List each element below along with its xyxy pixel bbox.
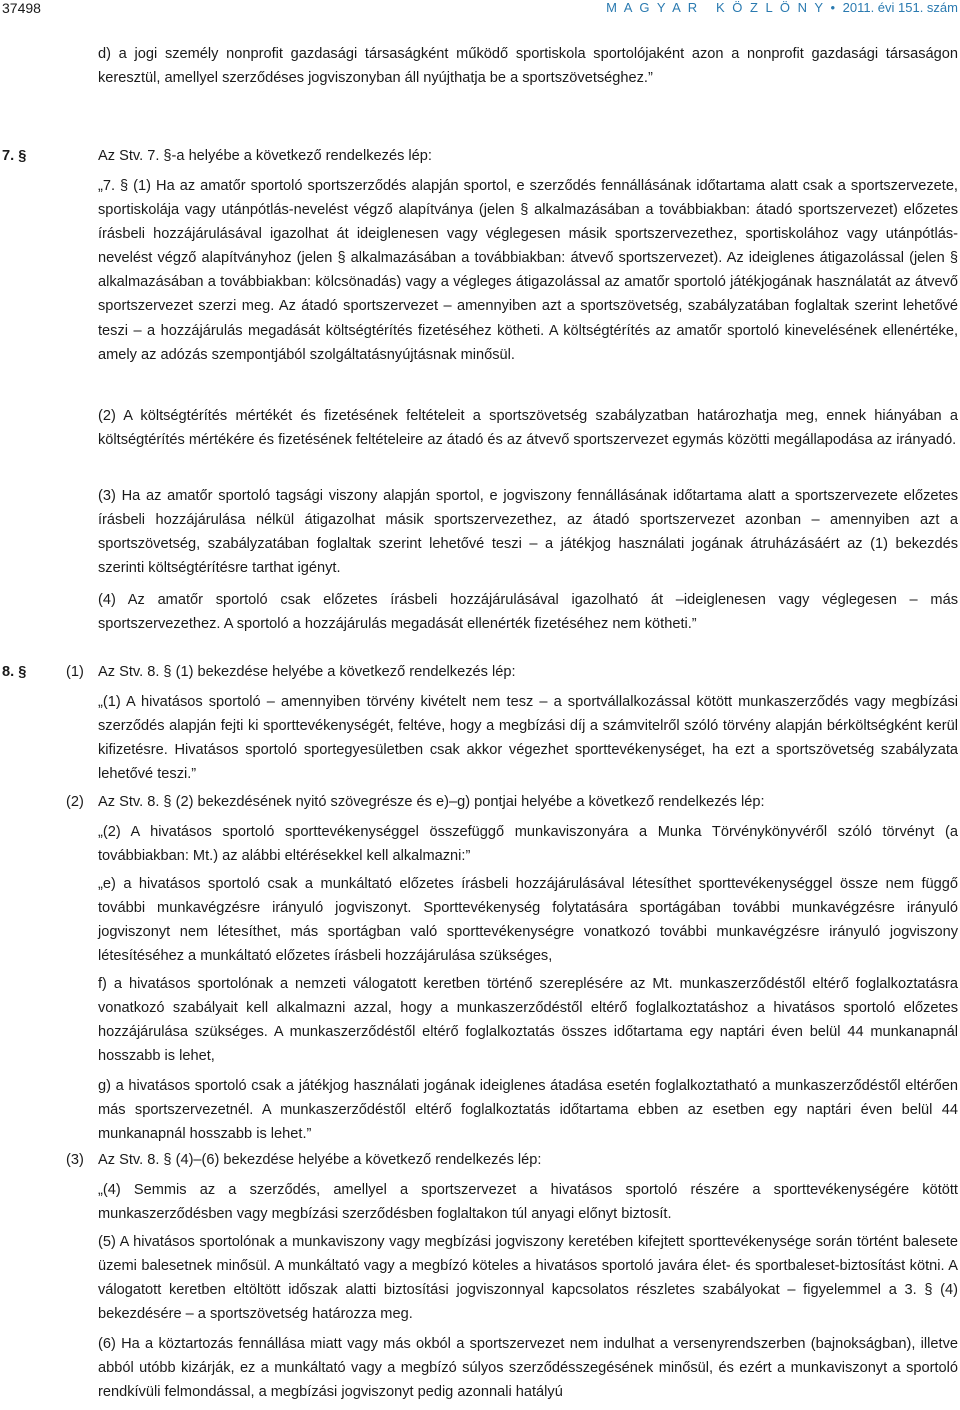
section-8-sub1-lead: Az Stv. 8. § (1) bekezdése helyébe a következő rendelkezés lép: [98,664,516,680]
section-7-para-1: „7. § (1) Ha az amatőr sportoló sportszerződés alapján sportol, e szerződés fennállásának időtartama alatt csak a sportszervezete, sportiskolája vagy utánpótlás-nevelést végző alapítványa (jelen § alkalmazásában a továbbiakban: átadó sportszervezet) előzetes írásbeli hozzájárulásával igazolhat át ideiglenesen vagy véglegesen másik sportszervezethez, sportiskolához vagy utánpótlás-nevelést végző alapítványhoz (jelen § alkalmazásában a továbbiakban: átvevő sportszervezet). Az ideiglenes átigazolással (jelen § alkalmazásában a továbbiakban: kölcsönadás) vagy a végleges átigazolással az amatőr sportoló játékjogának használatát az átvevő sportszervezet szerzi meg. Az átadó sportszervezet – amennyiben azt a sportszövetség, szabályzatában foglaltak szerint lehetővé teszi – a hozzájárulás megadását költségtérítés fizetéséhez kötheti. A költségtérítés az amatőr sportoló kinevelésének ellenértéke, amely az adózás szempontjából szolgáltatásnyújtásnak minősül. [98,178,958,363]
section-8-sub1-label: (1) [66,664,84,680]
section-8-sub2-text1: „(2) A hivatásos sportoló sporttevékenységgel összefüggő munkaviszonyára a Munka Törvénykönyvéről szóló törvényt (a továbbiakban: Mt.) az alábbi eltérésekkel kell alkalmazni:” [98,824,958,865]
section-7-para-2: (2) A költségtérítés mértékét és fizetésének feltételeit a sportszövetség szabályzatban határozhatja meg, ennek hiányában a költségtérítés mértékére és fizetésének feltételeire az átadó és az átvevő sportszervezet egymás közötti megállapodása az irányadó. [98,408,958,449]
section-8-sub3-text5: (5) A hivatásos sportolónak a munkaviszony vagy megbízási jogviszony keretében kifejtett sporttevékenysége során történt balesete üzemi balesetnek minősül. A munkáltató vagy a megbízó köteles a hivatásos sportoló javára élet- és sportbaleset-biztosítást kötni. A válogatott keretben eltöltött időszak alatti biztosítási jogviszonnyal kapcsolatos részletes szabályokat – figyelemmel a 3. § (4) bekezdésére – a sportszövetség határozza meg. [98,1234,958,1323]
section-8-sub2-text-g: g) a hivatásos sportoló csak a játékjog használati jogának ideiglenes átadása esetén foglalkoztatható a munkaszerződéstől eltérően más sportszervezetnél. A munkaszerződéstől eltérő foglalkoztatás időtartama ebben az esetben egy naptári éven belül 44 munkanapnál hosszabb is lehet.” [98,1078,958,1143]
section-8-sub3-lead: Az Stv. 8. § (4)–(6) bekezdése helyébe a következő rendelkezés lép: [98,1152,542,1168]
journal-issue: 2011. évi 151. szám [842,0,958,15]
section-7-para-4: (4) Az amatőr sportoló csak előzetes írásbeli hozzájárulásával igazolható át –ideiglenesen vagy véglegesen – más sportszervezethez. A sportoló a hozzájárulás megadását ellenérték fizetéséhez nem kötheti.” [98,592,958,633]
section-7-lead: Az Stv. 7. §-a helyébe a következő rendelkezés lép: [98,148,432,164]
section-8-sub1-text: „(1) A hivatásos sportoló – amennyiben törvény kivételt nem tesz – a sportvállalkozással kötött munkaszerződés vagy megbízási szerződés alapján fejti ki sporttevékenységét, feltéve, hogy a megbízási díj a számvitelről szóló törvény alapján bérköltségként kerül kifizetésre. Hivatásos sportoló sportegyesületben csak akkor végezhet sporttevékenységet, ha ezt a sportszövetség szabályzata lehetővé teszi.” [98,694,958,783]
section-8-sub3-label: (3) [66,1152,84,1168]
section-8-sub2-text-f: f) a hivatásos sportolónak a nemzeti válogatott keretben történő szereplésére az Mt. munkaszerződéstől eltérő foglalkoztatásra vonatkozó szabályait kell alkalmazni azzal, hogy a munkaszerződéstől eltérő foglalkoztatáshoz a hivatásos sportoló előzetes hozzájárulása szükséges. A munkaszerződéstől eltérő foglalkoztatás összes időtartama egy naptári éven belül 44 munkanapnál hosszabb is lehet, [98,976,958,1065]
page-header [0,0,960,20]
section-7-number: 7. § [2,148,27,164]
journal-title: M A G Y A R K Ö Z L Ö N Y [606,0,825,15]
section-8-sub2-label: (2) [66,794,84,810]
section-8-sub2-lead: Az Stv. 8. § (2) bekezdésének nyitó szövegrésze és e)–g) pontjai helyébe a következő rendelkezés lép: [98,794,765,810]
section-8-number: 8. § [2,664,27,680]
journal-header: M A G Y A R K Ö Z L Ö N Y • 2011. évi 151. szám [606,0,958,15]
section-8-sub2-text-e: „e) a hivatásos sportoló csak a munkáltató előzetes írásbeli hozzájárulásával létesíthet sporttevékenységgel össze nem függő további munkavégzésre irányuló jogviszonyt. Sporttevékenység folytatására sportágában további munkavégzésre irányuló jogviszonyt nem létesíthet, más sportágban való sporttevékenységre vonatkozó további munkavégzésre irányuló jogviszony létesítéséhez a munkáltató előzetes írásbeli hozzájárulása szükséges, [98,876,958,965]
page-number: 37498 [2,0,41,16]
paragraph-d: d) a jogi személy nonprofit gazdasági társaságként működő sportiskola sportolójaként azon a nonprofit gazdasági társaságon keresztül, amellyel szerződéses jogviszonyban áll nyújthatja be a sportszövetséghez.” [98,46,958,87]
section-7-para-3: (3) Ha az amatőr sportoló tagsági viszony alapján sportol, e jogviszony fennállásának időtartama alatt a sportszervezete előzetes írásbeli hozzájárulása nélkül átigazolhat másik sportszervezethez, az átadó sportszervezet azonban – amennyiben azt a sportszövetség, szabályzatában foglaltak szerint lehetővé teszi – a játékjog használati jogának átruházásáért az (1) bekezdés szerinti költségtérítésre tarthat igényt. [98,488,958,577]
section-8-sub3-text6: (6) Ha a köztartozás fennállása miatt vagy más okból a sportszervezet nem indulhat a versenyrendszerben (bajnokságban), illetve abból utóbb kizárják, ez a munkáltató vagy a megbízó súlyos szerződésszegésének minősül, és ezért a munkaviszonyt a sportoló rendkívüli felmondással, a megbízási jogviszonyt pedig azonnali hatályú [98,1336,958,1401]
section-8-sub3-text4: „(4) Semmis az a szerződés, amellyel a sportszervezet a hivatásos sportoló részére a sporttevékenységére kötött munkaszerződésben vagy megbízási szerződésben foglaltakon túl anyagi előnyt biztosít. [98,1182,958,1223]
